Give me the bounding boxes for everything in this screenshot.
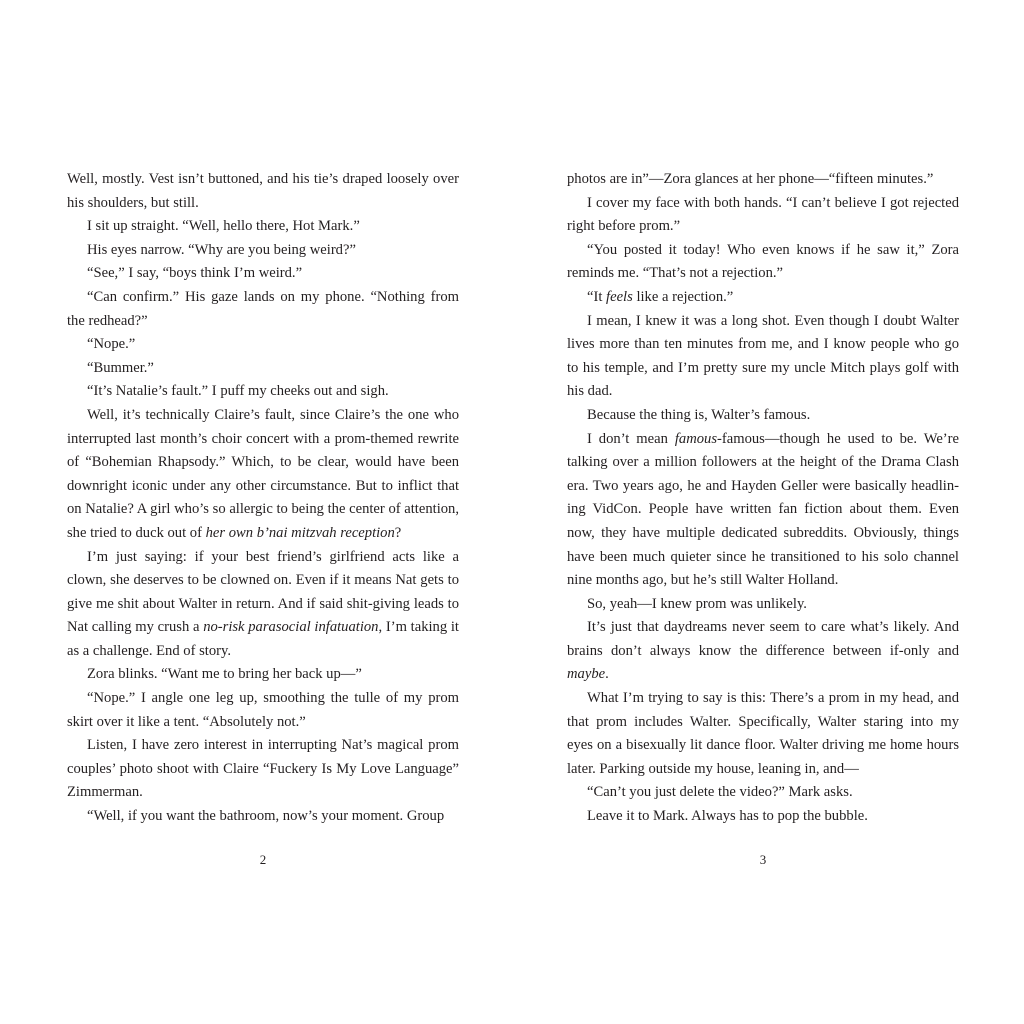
text-run: So, yeah—I knew prom was unlikely. (587, 595, 807, 612)
italic-text: feels (606, 288, 633, 305)
paragraph (67, 663, 459, 687)
text-run: “Bummer.” (87, 359, 154, 376)
paragraph (67, 286, 459, 333)
paragraph (67, 333, 459, 357)
paragraph (567, 310, 959, 404)
paragraph (67, 404, 459, 546)
paragraph (567, 168, 959, 192)
right-page (567, 168, 959, 829)
text-run: “You posted it today! Who even knows if he saw it,” Zora reminds me. “That’s not a rejection.” (567, 241, 959, 282)
left-page (67, 168, 459, 829)
paragraph (567, 428, 959, 593)
paragraph (67, 380, 459, 404)
text-run: “It’s Natalie’s fault.” I puff my cheeks out and sigh. (87, 383, 389, 400)
text-run: “Nope.” (87, 336, 136, 353)
text-run: “Can’t you just delete the video?” Mark asks. (587, 784, 853, 801)
text-run: “Can confirm.” His gaze lands on my phone. “Nothing from the redhead?” (67, 288, 459, 329)
text-run: I mean, I knew it was a long shot. Even though I doubt Walter lives more than ten minutes from me, and I know people who go to his temple, and I’m pretty sure my uncle Mitch plays golf with his dad. (567, 312, 959, 400)
text-run: “It (587, 288, 607, 305)
text-run: , I’m taking it as a challenge. End of story. (67, 619, 459, 659)
text-run: Zora blinks. “Want me to bring her back up—” (87, 666, 362, 683)
text-run: It’s just that daydreams never seem to care what’s likely. And brains don’t always know the difference between if-only and (567, 619, 959, 659)
paragraph (567, 805, 959, 829)
text-run: “See,” I say, “boys think I’m weird.” (87, 265, 303, 282)
paragraph (567, 404, 959, 428)
text-run: . (605, 666, 609, 683)
page-number-right: 3 (759, 852, 767, 867)
text-run: Well, mostly. Vest isn’t buttoned, and his tie’s draped loosely over his shoulders, but still. (67, 171, 459, 211)
paragraph (67, 687, 459, 734)
italic-text: no-risk parasocial infatuation (203, 619, 379, 636)
paragraph (567, 593, 959, 617)
italic-text: maybe (567, 666, 606, 683)
paragraph (567, 687, 959, 781)
text-run: What I’m trying to say is this: There’s a prom in my head, and that prom includes Walter. Specifically, Walter staring into my eyes on a bisexually lit dance floor. Walter driving me home hours later. Parking outside my house, leaning in, and— (567, 690, 959, 777)
text-run: “Nope.” I angle one leg up, smoothing the tulle of my prom skirt over it like a tent. “Absolutely not.” (67, 690, 459, 730)
paragraph (567, 781, 959, 805)
text-run: Listen, I have zero interest in interrupting Nat’s magical prom couples’ photo shoot with Claire “Fuckery Is My Love Language” Zimmerman. (67, 737, 459, 801)
italic-text: her own b’nai mitzvah reception (205, 524, 395, 541)
paragraph (567, 192, 959, 239)
text-run: I cover my face with both hands. “I can’t believe I got rejected right before prom.” (567, 194, 959, 235)
paragraph (567, 616, 959, 687)
text-run: ? (394, 524, 402, 541)
paragraph (567, 239, 959, 286)
text-run: Well, it’s technically Claire’s fault, since Claire’s the one who interrupted last month’s choir concert with a prom-themed rewrite of “Bohemian Rhapsody.” Which, to be clear, would have been downright iconic under any other circumstance. But to inflict that on Natalie? A girl who’s so allergic to being the center of attention, she tried to duck out of (67, 406, 459, 541)
paragraph (67, 734, 459, 805)
paragraph (67, 262, 459, 286)
text-run: Leave it to Mark. Always has to pop the bubble. (587, 808, 868, 825)
paragraph (67, 357, 459, 381)
page-number-left: 2 (259, 852, 267, 867)
paragraph (67, 215, 459, 239)
text-run: photos are in”—Zora glances at her phone—“fifteen minutes.” (567, 171, 934, 187)
paragraph (67, 805, 459, 829)
italic-text: famous (674, 430, 718, 447)
paragraph (567, 286, 959, 310)
text-run: like a rejection.” (632, 288, 734, 305)
paragraph (67, 168, 459, 215)
text-run: Because the thing is, Walter’s famous. (587, 406, 811, 423)
text-run: His eyes narrow. “Why are you being weird?” (87, 241, 356, 258)
paragraph (67, 546, 459, 664)
text-run: I sit up straight. “Well, hello there, Hot Mark.” (87, 218, 360, 235)
text-run: I’m just saying: if your best friend’s girlfriend acts like a clown, she deserves to be clowned on. Even if it means Nat gets to give me shit about Walter in return. And if said shit-giving leads to Nat calling my crush a (67, 548, 459, 636)
paragraph (67, 239, 459, 263)
text-run: -famous—though he used to be. We’re talking over a million followers at the height of the Drama Clash era. Two years ago, he and Hayden Geller were basically headlining VidCon. People have written fan fiction about them. Even now, they have multiple dedicated subreddits. Obviously, things have been much quieter since he transitioned to his solo channel nine months ago, but he’s still Walter Holland. (567, 430, 960, 589)
text-run: “Well, if you want the bathroom, now’s your moment. Group (87, 808, 445, 825)
text-run: I don’t mean (587, 430, 675, 447)
